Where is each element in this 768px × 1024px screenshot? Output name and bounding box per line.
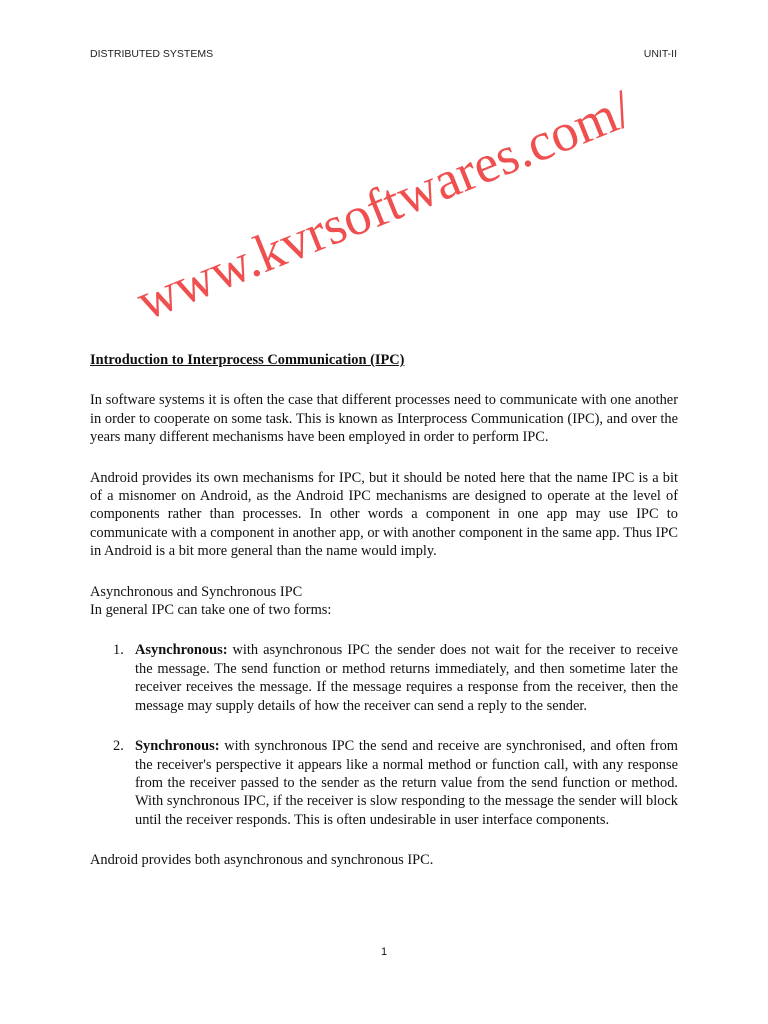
list-term: Synchronous:	[135, 738, 220, 755]
list-number: 1.	[113, 642, 124, 659]
list-item	[113, 641, 678, 715]
paragraph-1: In software systems it is often the case that different processes need to communicate with one another in order to cooperate on some task. This is known as Interprocess Communication (IPC), and over the years many different mechanisms have been employed in order to perform IPC.	[90, 392, 678, 446]
list-number: 2.	[113, 738, 124, 755]
header-right: UNIT-II	[643, 48, 677, 60]
section-title: Introduction to Interprocess Communication (IPC)	[90, 352, 405, 368]
document-body	[90, 351, 678, 870]
list-term: Asynchronous:	[135, 642, 228, 659]
closing-line: Android provides both asynchronous and synchronous IPC.	[90, 852, 434, 869]
paragraph-2: Android provides its own mechanisms for IPC, but it should be noted here that the name IPC is a bit of a misnomer on Android, as the Android IPC mechanisms are designed to operate at the level of components rather than processes. In other words a component in one app may use IPC to communicate with a component in another app, or with another component in the same app. Thus IPC in Android is a bit more general than the name would imply.	[90, 469, 679, 560]
page-number: 1	[380, 946, 388, 958]
list-text: with asynchronous IPC the sender does not wait for the receiver to receive the message. The send function or method returns immediately, and then sometime later the receiver receives the message. If the message requires a response from the receiver, then the message may supply details of how the receiver can send a reply to the sender.	[135, 642, 678, 714]
header-left: DISTRIBUTED SYSTEMS	[90, 48, 214, 60]
intro-line: In general IPC can take one of two forms:	[90, 602, 332, 619]
list-text: with synchronous IPC the send and receive are synchronised, and often from the receiver's perspective it appears like a normal method or function call, with any response from the receiver passed to the sender as the return value from the send function or method. With synchronous IPC, if the receiver is slow responding to the message the sender will block until the receiver responds. This is often undesirable in user interface components.	[135, 738, 678, 828]
subheading: Asynchronous and Synchronous IPC	[90, 583, 303, 600]
watermark: www.kvrsoftwares.com/	[128, 78, 640, 332]
list-item	[113, 737, 678, 829]
